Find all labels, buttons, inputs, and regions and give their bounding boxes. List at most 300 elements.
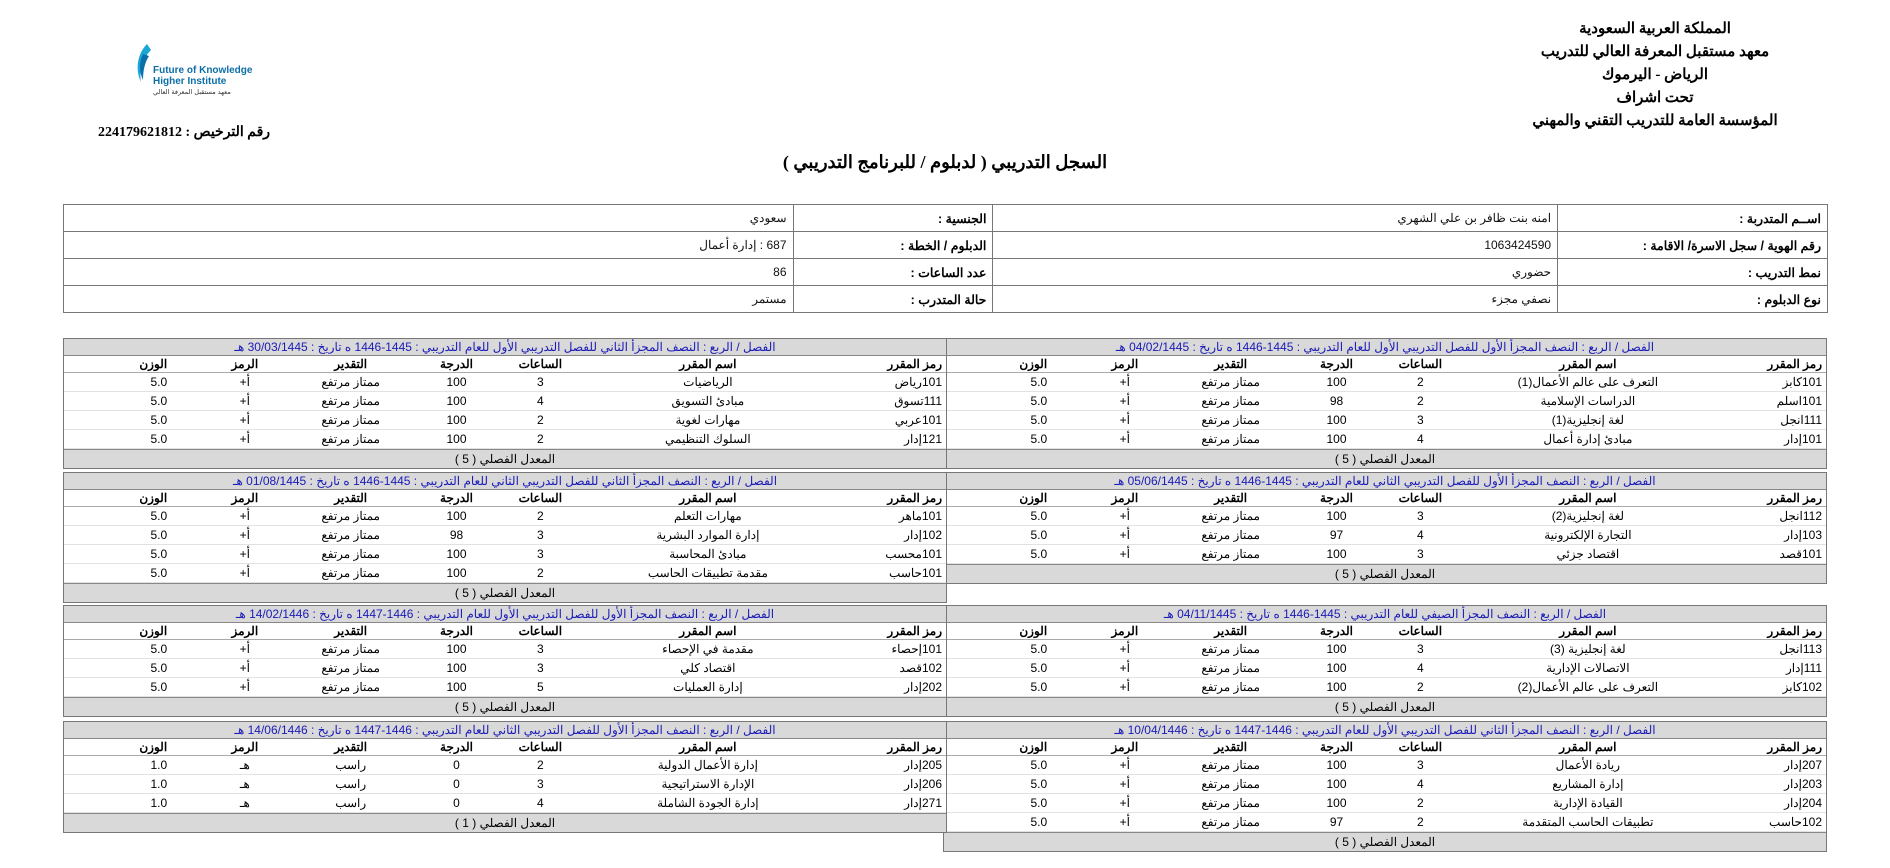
hours-value: 86 <box>64 259 794 286</box>
grade-weight: 5.0 <box>944 545 1085 564</box>
grade-weight: 5.0 <box>944 392 1085 411</box>
course-name: الدراسات الإسلامية <box>1464 392 1711 411</box>
column-header-course-code: رمز المقرر <box>831 623 946 640</box>
column-header-course-name: اسم المقرر <box>584 490 831 507</box>
credit-hours: 4 <box>1376 526 1464 545</box>
grade-weight: 5.0 <box>944 430 1085 449</box>
grade-weight: 5.0 <box>944 507 1085 526</box>
course-header-row <box>944 739 1826 756</box>
credit-hours: 3 <box>496 775 584 794</box>
course-row <box>64 794 946 813</box>
grade-symbol: أ+ <box>205 640 284 659</box>
course-name: مقدمة في الإحصاء <box>584 640 831 659</box>
column-header-grade-symbol: الرمز <box>1085 739 1164 756</box>
diploma-type-label: نوع الدبلوم : <box>1558 286 1828 313</box>
grade-weight: 1.0 <box>64 794 205 813</box>
course-code: 101عربي <box>831 411 946 430</box>
course-name: تطبيقات الحاسب المتقدمة <box>1464 813 1711 832</box>
course-code: 101رياض <box>831 373 946 392</box>
course-row <box>64 430 946 449</box>
course-table <box>64 356 946 449</box>
course-row <box>944 373 1826 392</box>
term-gpa: المعدل الفصلي ( 5 ) <box>944 697 1826 716</box>
course-table <box>944 623 1826 697</box>
course-header-row <box>64 623 946 640</box>
term-block <box>943 605 1827 717</box>
column-header-course-code: رمز المقرر <box>1711 356 1826 373</box>
grade-score: 0 <box>417 775 496 794</box>
course-name: إدارة المشاريع <box>1464 775 1711 794</box>
column-header-grade-weight: الوزن <box>944 490 1085 507</box>
grade-symbol: أ+ <box>1085 373 1164 392</box>
grade-symbol: أ+ <box>205 392 284 411</box>
grade-score: 100 <box>417 507 496 526</box>
trainee-info-table <box>63 204 1828 313</box>
grade-symbol: أ+ <box>205 678 284 697</box>
grade-rating: راسب <box>285 775 417 794</box>
grade-score: 100 <box>1297 775 1376 794</box>
course-code: 111تسوق <box>831 392 946 411</box>
course-code: 102حاسب <box>1711 813 1826 832</box>
column-header-grade-score: الدرجة <box>1297 739 1376 756</box>
credit-hours: 2 <box>1376 373 1464 392</box>
course-code: 205إدار <box>831 756 946 775</box>
course-row <box>64 545 946 564</box>
column-header-course-code: رمز المقرر <box>1711 739 1826 756</box>
column-header-course-code: رمز المقرر <box>1711 490 1826 507</box>
logo-text-1: Future of Knowledge <box>153 65 253 76</box>
header-line-3: الرياض - اليرموك <box>1601 67 1709 83</box>
grade-weight: 5.0 <box>64 659 205 678</box>
course-name: إدارة الجودة الشاملة <box>584 794 831 813</box>
column-header-course-code: رمز المقرر <box>1711 623 1826 640</box>
credit-hours: 3 <box>496 373 584 392</box>
column-header-credit-hours: الساعات <box>496 356 584 373</box>
course-row <box>64 640 946 659</box>
term-gpa: المعدل الفصلي ( 5 ) <box>944 832 1826 851</box>
column-header-course-name: اسم المقرر <box>1464 356 1711 373</box>
course-table <box>64 739 946 813</box>
column-header-grade-score: الدرجة <box>417 739 496 756</box>
grade-weight: 5.0 <box>64 373 205 392</box>
term-block <box>63 338 947 469</box>
course-name: مبادئ المحاسبة <box>584 545 831 564</box>
course-code: 101قصد <box>1711 545 1826 564</box>
credit-hours: 3 <box>1376 640 1464 659</box>
term-title: الفصل / الربع : النصف المجزأ الأول للفصل التدريبي الأول للعام التدريبي : 1445-1446 ه تاريخ : 04/02/1445 هـ <box>944 339 1826 356</box>
grade-weight: 5.0 <box>64 411 205 430</box>
grade-symbol: أ+ <box>1085 392 1164 411</box>
course-code: 101إحصاء <box>831 640 946 659</box>
course-code: 102كابز <box>1711 678 1826 697</box>
column-header-grade-score: الدرجة <box>1297 356 1376 373</box>
column-header-grade-rating: التقدير <box>1165 490 1297 507</box>
term-gpa: المعدل الفصلي ( 5 ) <box>944 449 1826 468</box>
column-header-course-name: اسم المقرر <box>584 356 831 373</box>
grade-rating: راسب <box>285 756 417 775</box>
grade-rating: راسب <box>285 794 417 813</box>
term-title: الفصل / الربع : النصف المجزأ الأول للفصل التدريبي الثاني للعام التدريبي : 1445-1446 ه تاريخ : 05/06/1445 هـ <box>944 473 1826 490</box>
id-label: رقم الهوية / سجل الاسرة/ الاقامة : <box>1558 232 1828 259</box>
course-name: ريادة الأعمال <box>1464 756 1711 775</box>
institute-logo <box>125 40 265 104</box>
course-name: لغة إنجليزية(1) <box>1464 411 1711 430</box>
column-header-grade-rating: التقدير <box>1165 739 1297 756</box>
header-line-2: معهد مستقبل المعرفة العالي للتدريب <box>1540 44 1770 60</box>
course-header-row <box>64 356 946 373</box>
grade-weight: 5.0 <box>944 411 1085 430</box>
course-code: 101كابز <box>1711 373 1826 392</box>
term-gpa: المعدل الفصلي ( 5 ) <box>64 583 946 602</box>
credit-hours: 5 <box>496 678 584 697</box>
column-header-grade-symbol: الرمز <box>1085 490 1164 507</box>
plan-label: الدبلوم / الخطة : <box>793 232 993 259</box>
grade-score: 100 <box>1297 659 1376 678</box>
grade-rating: ممتاز مرتفع <box>1165 640 1297 659</box>
grade-symbol: أ+ <box>205 526 284 545</box>
trainee-status-label: حالة المتدرب : <box>793 286 993 313</box>
grade-symbol: هـ <box>205 775 284 794</box>
column-header-grade-score: الدرجة <box>1297 623 1376 640</box>
course-name: الاتصالات الإدارية <box>1464 659 1711 678</box>
course-header-row <box>944 356 1826 373</box>
column-header-grade-score: الدرجة <box>1297 490 1376 507</box>
grade-weight: 5.0 <box>944 775 1085 794</box>
course-code: 203إدار <box>1711 775 1826 794</box>
course-code: 101حاسب <box>831 564 946 583</box>
column-header-grade-symbol: الرمز <box>205 356 284 373</box>
course-name: مقدمة تطبيقات الحاسب <box>584 564 831 583</box>
course-row <box>944 526 1826 545</box>
course-name: اقتصاد جزئي <box>1464 545 1711 564</box>
grade-rating: ممتاز مرتفع <box>285 640 417 659</box>
course-name: التجارة الإلكترونية <box>1464 526 1711 545</box>
training-mode-label: نمط التدريب : <box>1558 259 1828 286</box>
grade-symbol: أ+ <box>205 564 284 583</box>
grade-weight: 5.0 <box>64 526 205 545</box>
credit-hours: 3 <box>1376 756 1464 775</box>
grade-symbol: أ+ <box>205 430 284 449</box>
grade-symbol: أ+ <box>205 659 284 678</box>
column-header-grade-weight: الوزن <box>64 356 205 373</box>
column-header-course-name: اسم المقرر <box>1464 739 1711 756</box>
column-header-course-name: اسم المقرر <box>584 739 831 756</box>
course-table <box>64 623 946 697</box>
course-row <box>64 507 946 526</box>
term-gpa: المعدل الفصلي ( 5 ) <box>64 449 946 468</box>
course-code: 113انجل <box>1711 640 1826 659</box>
grade-score: 100 <box>417 430 496 449</box>
grade-weight: 5.0 <box>64 392 205 411</box>
hours-label: عدد الساعات : <box>793 259 993 286</box>
term-block <box>63 472 947 603</box>
term-gpa: المعدل الفصلي ( 5 ) <box>64 697 946 716</box>
grade-rating: ممتاز مرتفع <box>1165 678 1297 697</box>
course-header-row <box>944 623 1826 640</box>
course-code: 102قصد <box>831 659 946 678</box>
grade-rating: ممتاز مرتفع <box>285 392 417 411</box>
column-header-grade-symbol: الرمز <box>205 623 284 640</box>
course-table <box>944 490 1826 564</box>
grade-rating: ممتاز مرتفع <box>285 507 417 526</box>
grade-weight: 5.0 <box>64 507 205 526</box>
credit-hours: 2 <box>496 430 584 449</box>
grade-score: 0 <box>417 794 496 813</box>
grade-rating: ممتاز مرتفع <box>285 411 417 430</box>
column-header-grade-symbol: الرمز <box>1085 356 1164 373</box>
column-header-grade-weight: الوزن <box>64 623 205 640</box>
grade-rating: ممتاز مرتفع <box>1165 794 1297 813</box>
column-header-credit-hours: الساعات <box>1376 356 1464 373</box>
grade-symbol: أ+ <box>1085 640 1164 659</box>
term-block <box>943 338 1827 469</box>
column-header-grade-symbol: الرمز <box>1085 623 1164 640</box>
course-row <box>944 659 1826 678</box>
grade-rating: ممتاز مرتفع <box>285 659 417 678</box>
grade-rating: ممتاز مرتفع <box>285 564 417 583</box>
grade-rating: ممتاز مرتفع <box>1165 756 1297 775</box>
course-row <box>64 678 946 697</box>
credit-hours: 2 <box>1376 678 1464 697</box>
credit-hours: 4 <box>1376 430 1464 449</box>
grade-symbol: أ+ <box>205 411 284 430</box>
trainee-name-label: اســم المتدربة : <box>1558 205 1828 232</box>
grade-score: 100 <box>1297 373 1376 392</box>
course-row <box>944 775 1826 794</box>
course-name: إدارة العمليات <box>584 678 831 697</box>
info-row <box>64 205 1828 232</box>
column-header-grade-symbol: الرمز <box>205 490 284 507</box>
column-header-grade-weight: الوزن <box>944 356 1085 373</box>
trainee-name-value: امنه بنت ظافر بن علي الشهري <box>993 205 1558 232</box>
column-header-grade-symbol: الرمز <box>205 739 284 756</box>
info-row <box>64 286 1828 313</box>
grade-score: 98 <box>417 526 496 545</box>
info-row <box>64 232 1828 259</box>
grade-symbol: أ+ <box>205 373 284 392</box>
credit-hours: 3 <box>496 640 584 659</box>
grade-weight: 5.0 <box>64 564 205 583</box>
course-name: مبادئ إدارة أعمال <box>1464 430 1711 449</box>
grade-score: 100 <box>417 411 496 430</box>
credit-hours: 4 <box>496 392 584 411</box>
course-code: 101محسب <box>831 545 946 564</box>
column-header-grade-weight: الوزن <box>944 739 1085 756</box>
term-title: الفصل / الربع : النصف المجزأ الثاني للفصل التدريبي الأول للعام التدريبي : 1445-1446 ه تاريخ : 30/03/1445 هـ <box>64 339 946 356</box>
course-code: 204إدار <box>1711 794 1826 813</box>
grade-rating: ممتاز مرتفع <box>1165 392 1297 411</box>
credit-hours: 2 <box>1376 794 1464 813</box>
grade-score: 100 <box>1297 545 1376 564</box>
grade-score: 100 <box>1297 507 1376 526</box>
grade-score: 0 <box>417 756 496 775</box>
column-header-grade-score: الدرجة <box>417 356 496 373</box>
course-table <box>64 490 946 583</box>
column-header-grade-rating: التقدير <box>285 490 417 507</box>
term-block <box>943 472 1827 584</box>
course-row <box>64 411 946 430</box>
plan-value: 687 : إدارة أعمال <box>64 232 794 259</box>
grade-rating: ممتاز مرتفع <box>1165 430 1297 449</box>
term-block <box>63 605 947 717</box>
term-title: الفصل / الربع : النصف المجزأ الثاني للفصل التدريبي الأول للعام التدريبي : 1446-1447 ه تاريخ : 10/04/1446 هـ <box>944 722 1826 739</box>
grade-symbol: أ+ <box>1085 775 1164 794</box>
grade-weight: 5.0 <box>64 678 205 697</box>
course-row <box>64 659 946 678</box>
course-name: لغة إنجليزية(2) <box>1464 507 1711 526</box>
credit-hours: 2 <box>496 411 584 430</box>
course-row <box>944 678 1826 697</box>
grade-symbol: أ+ <box>1085 526 1164 545</box>
grade-rating: ممتاز مرتفع <box>1165 659 1297 678</box>
grade-score: 100 <box>417 678 496 697</box>
info-row <box>64 259 1828 286</box>
grade-rating: ممتاز مرتفع <box>1165 775 1297 794</box>
grade-symbol: أ+ <box>1085 756 1164 775</box>
id-value: 1063424590 <box>993 232 1558 259</box>
header-line-1: المملكة العربية السعودية <box>1579 21 1731 37</box>
column-header-credit-hours: الساعات <box>1376 739 1464 756</box>
credit-hours: 4 <box>496 794 584 813</box>
credit-hours: 3 <box>1376 545 1464 564</box>
term-title: الفصل / الربع : النصف المجزأ الثاني للفصل التدريبي الثاني للعام التدريبي : 1445-1446 ه تاريخ : 01/08/1445 هـ <box>64 473 946 490</box>
course-row <box>944 756 1826 775</box>
grade-rating: ممتاز مرتفع <box>1165 545 1297 564</box>
credit-hours: 2 <box>496 507 584 526</box>
course-code: 111إدار <box>1711 659 1826 678</box>
column-header-grade-score: الدرجة <box>417 490 496 507</box>
column-header-grade-weight: الوزن <box>64 490 205 507</box>
grade-weight: 5.0 <box>944 526 1085 545</box>
nationality-label: الجنسية : <box>793 205 993 232</box>
course-row <box>944 430 1826 449</box>
logo-graphic <box>125 40 265 104</box>
grade-weight: 5.0 <box>944 659 1085 678</box>
course-table <box>944 356 1826 449</box>
grade-weight: 5.0 <box>64 640 205 659</box>
grade-symbol: هـ <box>205 794 284 813</box>
term-title: الفصل / الربع : النصف المجزأ الصيفي للعام التدريبي : 1445-1446 ه تاريخ : 04/11/1445 هـ <box>944 606 1826 623</box>
course-code: 101ماهر <box>831 507 946 526</box>
column-header-credit-hours: الساعات <box>496 490 584 507</box>
column-header-grade-weight: الوزن <box>944 623 1085 640</box>
course-name: اقتصاد كلي <box>584 659 831 678</box>
column-header-credit-hours: الساعات <box>1376 490 1464 507</box>
credit-hours: 4 <box>1376 659 1464 678</box>
grade-score: 100 <box>417 545 496 564</box>
column-header-grade-rating: التقدير <box>285 623 417 640</box>
grade-symbol: أ+ <box>1085 678 1164 697</box>
grade-rating: ممتاز مرتفع <box>285 430 417 449</box>
grade-rating: ممتاز مرتفع <box>1165 507 1297 526</box>
grade-weight: 5.0 <box>944 794 1085 813</box>
column-header-course-code: رمز المقرر <box>831 356 946 373</box>
credit-hours: 2 <box>1376 813 1464 832</box>
course-name: مهارات التعلم <box>584 507 831 526</box>
grade-symbol: أ+ <box>1085 794 1164 813</box>
grade-symbol: أ+ <box>1085 411 1164 430</box>
grade-score: 100 <box>417 640 496 659</box>
credit-hours: 3 <box>496 545 584 564</box>
course-code: 101اسلم <box>1711 392 1826 411</box>
course-row <box>944 640 1826 659</box>
course-row <box>64 526 946 545</box>
term-block <box>63 721 947 833</box>
column-header-course-code: رمز المقرر <box>831 490 946 507</box>
grade-score: 100 <box>417 373 496 392</box>
trainee-status-value: مستمر <box>64 286 794 313</box>
grade-weight: 5.0 <box>944 756 1085 775</box>
grade-score: 97 <box>1297 526 1376 545</box>
logo-text-3: معهد مستقبل المعرفة العالي <box>153 88 231 96</box>
grade-rating: ممتاز مرتفع <box>1165 526 1297 545</box>
credit-hours: 3 <box>1376 507 1464 526</box>
course-header-row <box>944 490 1826 507</box>
grade-symbol: أ+ <box>1085 507 1164 526</box>
course-code: 271إدار <box>831 794 946 813</box>
grade-score: 98 <box>1297 392 1376 411</box>
course-name: إدارة الموارد البشرية <box>584 526 831 545</box>
grade-symbol: أ+ <box>1085 813 1164 832</box>
grade-weight: 5.0 <box>64 545 205 564</box>
term-gpa: المعدل الفصلي ( 5 ) <box>944 564 1826 583</box>
term-gpa: المعدل الفصلي ( 1 ) <box>64 813 946 832</box>
credit-hours: 3 <box>1376 411 1464 430</box>
course-name: السلوك التنظيمي <box>584 430 831 449</box>
grade-rating: ممتاز مرتفع <box>285 678 417 697</box>
course-row <box>944 794 1826 813</box>
column-header-credit-hours: الساعات <box>496 739 584 756</box>
column-header-grade-rating: التقدير <box>1165 356 1297 373</box>
credit-hours: 4 <box>1376 775 1464 794</box>
course-code: 102إدار <box>831 526 946 545</box>
grade-symbol: أ+ <box>205 545 284 564</box>
credit-hours: 2 <box>496 756 584 775</box>
training-mode-value: حضوري <box>993 259 1558 286</box>
course-name: لغة إنجليزية (3) <box>1464 640 1711 659</box>
column-header-grade-rating: التقدير <box>285 739 417 756</box>
course-code: 111انجل <box>1711 411 1826 430</box>
column-header-grade-rating: التقدير <box>1165 623 1297 640</box>
header-line-4: تحت اشراف <box>1616 90 1694 106</box>
course-row <box>64 756 946 775</box>
grade-score: 100 <box>1297 411 1376 430</box>
course-name: التعرف على عالم الأعمال(1) <box>1464 373 1711 392</box>
course-header-row <box>64 739 946 756</box>
column-header-grade-rating: التقدير <box>285 356 417 373</box>
grade-score: 100 <box>1297 678 1376 697</box>
course-row <box>944 507 1826 526</box>
grade-score: 100 <box>1297 794 1376 813</box>
grade-weight: 5.0 <box>944 678 1085 697</box>
grade-rating: ممتاز مرتفع <box>285 373 417 392</box>
header-line-5: المؤسسة العامة للتدريب التقني والمهني <box>1532 113 1778 129</box>
credit-hours: 3 <box>496 659 584 678</box>
course-code: 207إدار <box>1711 756 1826 775</box>
license-number: رقم الترخيص : 224179621812 <box>98 125 271 140</box>
course-row <box>944 411 1826 430</box>
course-name: التعرف على عالم الأعمال(2) <box>1464 678 1711 697</box>
grade-weight: 5.0 <box>944 373 1085 392</box>
logo-text-2: Higher Institute <box>153 76 227 87</box>
course-header-row <box>64 490 946 507</box>
grade-symbol: هـ <box>205 756 284 775</box>
course-row <box>944 813 1826 832</box>
grade-rating: ممتاز مرتفع <box>285 545 417 564</box>
grade-rating: ممتاز مرتفع <box>1165 813 1297 832</box>
grade-score: 97 <box>1297 813 1376 832</box>
column-header-credit-hours: الساعات <box>496 623 584 640</box>
